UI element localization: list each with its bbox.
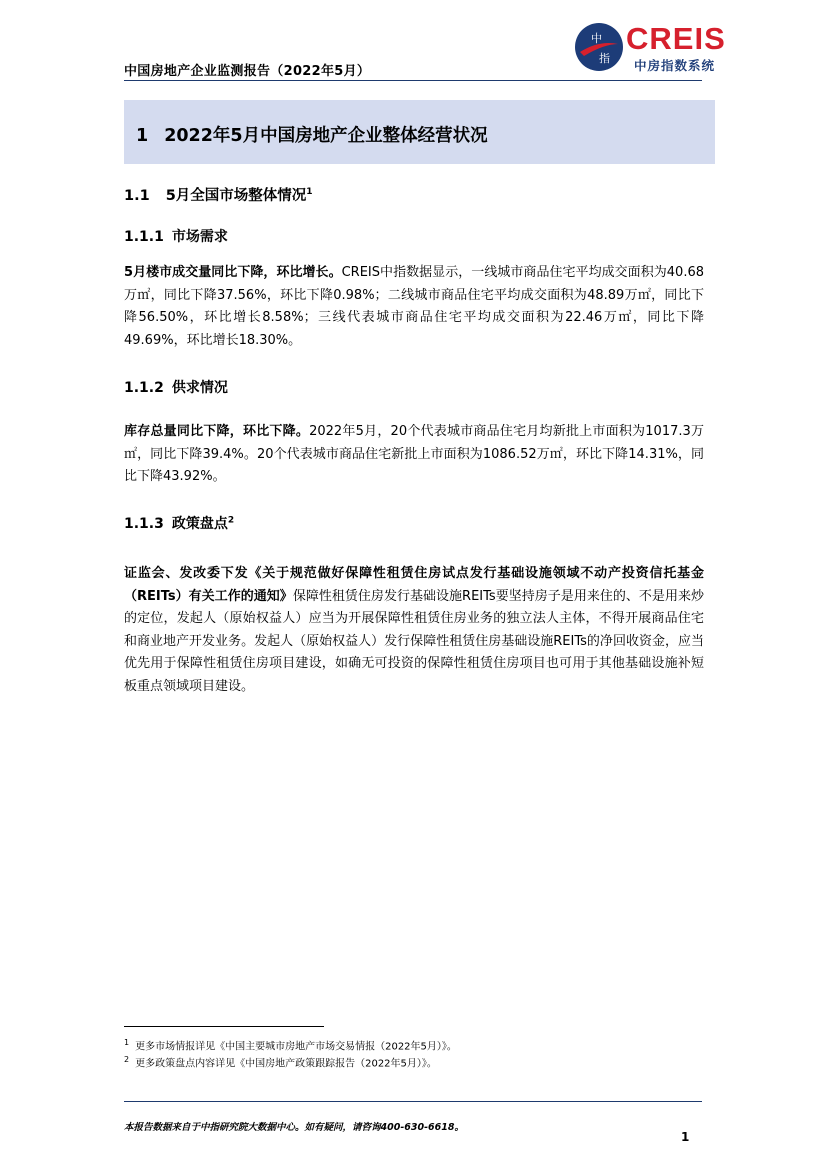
footer-divider [124,1101,702,1102]
footnote-2 [124,1053,437,1071]
logo-wordmark: CREIS [626,21,726,56]
subsection-number: 1.1.3 [124,516,164,532]
subsection-heading-demand [124,226,228,246]
footnote-ref-1: 1 [306,187,313,198]
creis-logo [574,20,742,76]
report-title: 中国房地产企业监测报告（2022年5月） [124,64,371,79]
chapter-number: 1 [136,126,149,146]
section-title: 5月全国市场整体情况 [165,188,307,204]
page-number: 1 [681,1130,690,1144]
footnote-mark: 1 [124,1038,130,1047]
footnote-text: 更多市场情报详见《中国主要城市房地产市场交易情报（2022年5月）》。 [135,1041,457,1053]
subsection-heading-policy [124,513,234,533]
footnote-text: 更多政策盘点内容详见《中国房地产政策跟踪报告（2022年5月）》。 [135,1058,437,1070]
logo-emblem-top: 中 [591,32,602,45]
chapter-heading-band [124,100,715,164]
logo-subtitle: 中房指数系统 [634,58,716,73]
header-divider [124,80,702,81]
paragraph-body: CREIS中指数据显示，一线城市商品住宅平均成交面积为40.68万㎡，同比下降37.56%，环比下降0.98%；二线城市商品住宅平均成交面积为48.89万㎡，同比下降56.50%，环比增长8.58%；三线代表城市商品住宅平均成交面积为22.46万㎡，同比下降49.69%，环比增长18.30%。 [124,265,704,348]
subsection-number: 1.1.2 [124,380,164,396]
footnote-1 [124,1036,457,1054]
section-heading [124,184,313,205]
paragraph-demand [124,262,704,352]
paragraph-body: 2022年5月，20个代表城市商品住宅月均新批上市面积为1017.3万㎡，同比下降39.4%。20个代表城市商品住宅新批上市面积为1086.52万㎡，环比下降14.31%，同比下降43.92%。 [124,424,704,485]
logo-emblem-icon [574,22,624,72]
paragraph-policy [124,563,704,699]
footnote-ref-2: 2 [227,515,235,526]
paragraph-supply [124,421,704,489]
subsection-heading-supply [124,377,228,397]
subsection-number: 1.1.1 [124,229,164,245]
subsection-title: 供求情况 [171,380,228,396]
subsection-title: 政策盘点 [171,516,228,532]
footnote-mark: 2 [124,1055,130,1064]
chapter-title [136,122,488,147]
logo-emblem-bottom: 指 [599,52,610,65]
footer-note: 本报告数据来自于中指研究院大数据中心。如有疑问，请咨询400-630-6618。 [124,1122,464,1133]
footnote-divider [124,1026,324,1027]
section-number: 1.1 [124,188,150,204]
paragraph-body: 保障性租赁住房发行基础设施REITs要坚持房子是用来住的、不是用来炒的定位，发起人（原始权益人）应当为开展保障性租赁住房业务的独立法人主体，不得开展商品住宅和商业地产开发业务。发起人（原始权益人）发行保障性租赁住房基础设施REITs的净回收资金，应当优先用于保障性租赁住房项目建设，如确无可投资的保障性租赁住房项目也可用于其他基础设施补短板重点领域项目建设。 [124,588,704,694]
paragraph-lead: 库存总量同比下降，环比下降。 [124,424,310,439]
paragraph-lead: 5月楼市成交量同比下降，环比增长。 [124,265,342,280]
chapter-title-text: 2022年5月中国房地产企业整体经营状况 [164,126,488,146]
subsection-title: 市场需求 [171,229,228,245]
paragraph-lead: 证监会、发改委下发《关于规范做好保障性租赁住房试点发行基础设施领域不动产投资信托基金（REITs）有关工作的通知》 [124,566,704,604]
